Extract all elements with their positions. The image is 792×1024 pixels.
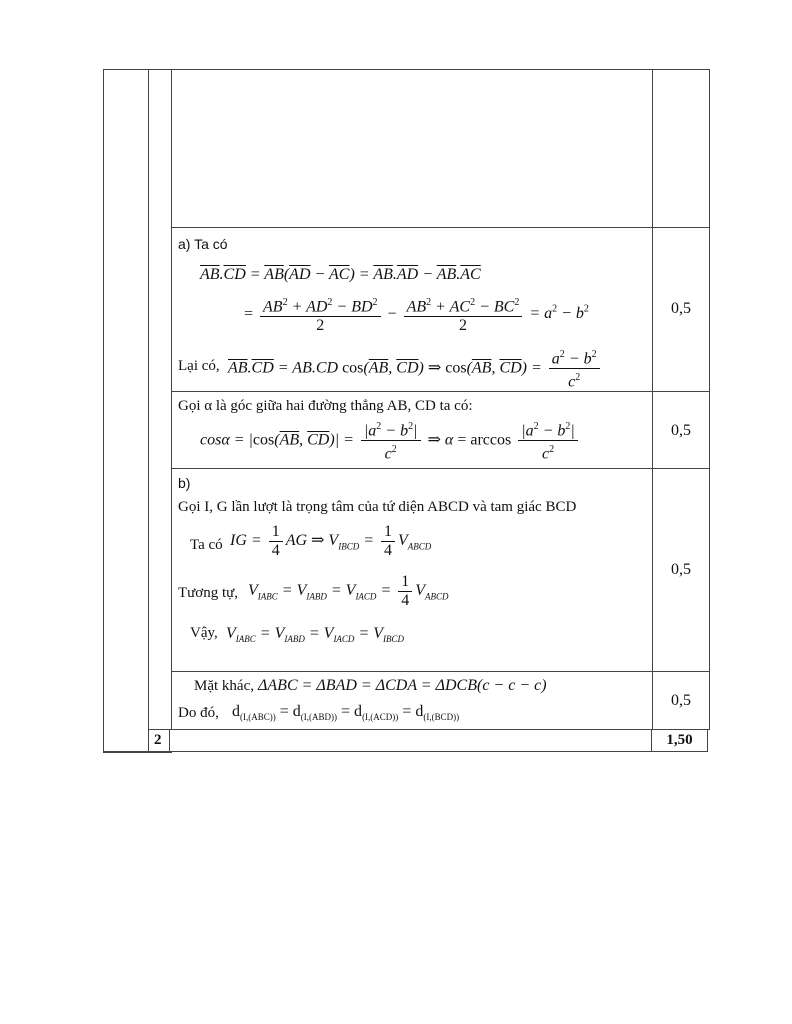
part-a-frac2: $\frac{AB^2 + AC^2 - BC^2}{2}$ [404, 294, 523, 335]
part-c-matkhac: Mặt khác, [194, 678, 254, 694]
total-question-cell [148, 729, 170, 752]
part-b-eq1: IG = $\frac{1}{4}$ AG ⇒ $V_{IBCD}$ = $\frac{1}{4}$ $V_{ABCD}$ [230, 523, 432, 559]
angle-eq: $\cos\alpha = |\cos(\overline{AB}$, $\overline{CD})|$ = $\frac{|a^2 - b^2|}{c^2}$ ⇒ α = arccos $\frac{|a^2 - b^2|}{c^2}$ [200, 418, 581, 464]
part-a-eq2: = $\frac{AB^2 + AD^2 - BD^2}{2}$ − $\frac{AB^2 + AC^2 - BC^2}{2}$ = $a^2 - b^2$ [244, 294, 589, 335]
angle-score-cell [653, 392, 710, 469]
part-c-eq2: $d_{(I,(ABC))} = d_{(I,(ABD))} = d_{(I,(ACD))} = d_{(I,(BCD))}$ [232, 703, 460, 723]
part-a-score: 0,5 [671, 300, 691, 317]
part-c-score-cell [653, 672, 710, 730]
row-part-a [104, 228, 710, 392]
part-b-content [172, 469, 653, 672]
part-a-score-cell [653, 228, 710, 392]
part-a-frac1: $\frac{AB^2 + AD^2 - BD^2}{2}$ [260, 294, 381, 335]
angle-content [172, 392, 653, 469]
angle-frac1: $\frac{|a^2 - b^2|}{c^2}$ [361, 418, 421, 464]
answer-table [103, 69, 710, 753]
part-b-label: b) [178, 475, 191, 491]
row-angle [104, 392, 710, 469]
row-part-b [104, 469, 710, 672]
angle-text: Gọi α là góc giữa hai đường thẳng AB, CD ta có: [178, 398, 473, 414]
part-b-tuongtu: Tương tự, [178, 585, 239, 601]
part-a-lai-co: Lại có, [178, 358, 220, 374]
total-score: 1,50 [666, 732, 693, 748]
blank-row [104, 70, 710, 228]
angle-score: 0,5 [671, 422, 691, 439]
total-section-cell [103, 729, 149, 752]
part-a-label: a) Ta có [178, 236, 228, 252]
part-b-vay: Vậy, [190, 625, 218, 641]
part-c-dodo: Do đó, [178, 705, 219, 721]
part-a-eq1: $\overline{AB}.\overline{CD} = \overline{AB}(\overline{AD} - \overline{AC}) = \overline{AB}.\overline{AD} - \overline{AB}.\overline{AC}$ [200, 266, 481, 283]
part-b-score: 0,5 [671, 561, 691, 578]
part-b-eq2: $V_{IABC} = V_{IABD} = V_{IACD}$ = $\frac{1}{4}$ $V_{ABCD}$ [248, 573, 449, 609]
part-b-line1: Gọi I, G lần lượt là trọng tâm của tứ diện ABCD và tam giác BCD [178, 499, 577, 515]
total-content-cell [170, 729, 652, 752]
part-c-eq1: ΔABC = ΔBAD = ΔCDA = ΔDCB(c − c − c) [258, 677, 547, 694]
blank-content-cell [172, 70, 653, 228]
part-b-eq3: $V_{IABC} = V_{IABD} = V_{IACD} = V_{IBCD}$ [226, 625, 405, 645]
blank-score-cell [653, 70, 710, 228]
row-part-c [104, 672, 710, 730]
angle-frac2: $\frac{|a^2 - b^2|}{c^2}$ [518, 418, 578, 464]
total-score-cell [651, 729, 708, 752]
part-c-content [172, 672, 653, 730]
part-c-score: 0,5 [671, 692, 691, 709]
total-question: 2 [154, 732, 162, 748]
part-a-eq3: $\overline{AB}.\overline{CD} = AB.CD$ $\cos(\overline{AB}$, $\overline{CD}$) ⇒ $\cos(\overline{AB}$, $\overline{CD}$) = $\frac{a^2 - b^2}{c^2}$ [228, 346, 603, 392]
part-a-frac3: $\frac{a^2 - b^2}{c^2}$ [549, 346, 600, 392]
col-section [104, 70, 149, 753]
part-a-content [172, 228, 653, 392]
part-b-score-cell [653, 469, 710, 672]
col-question [149, 70, 172, 753]
part-b-taco: Ta có [190, 537, 223, 553]
